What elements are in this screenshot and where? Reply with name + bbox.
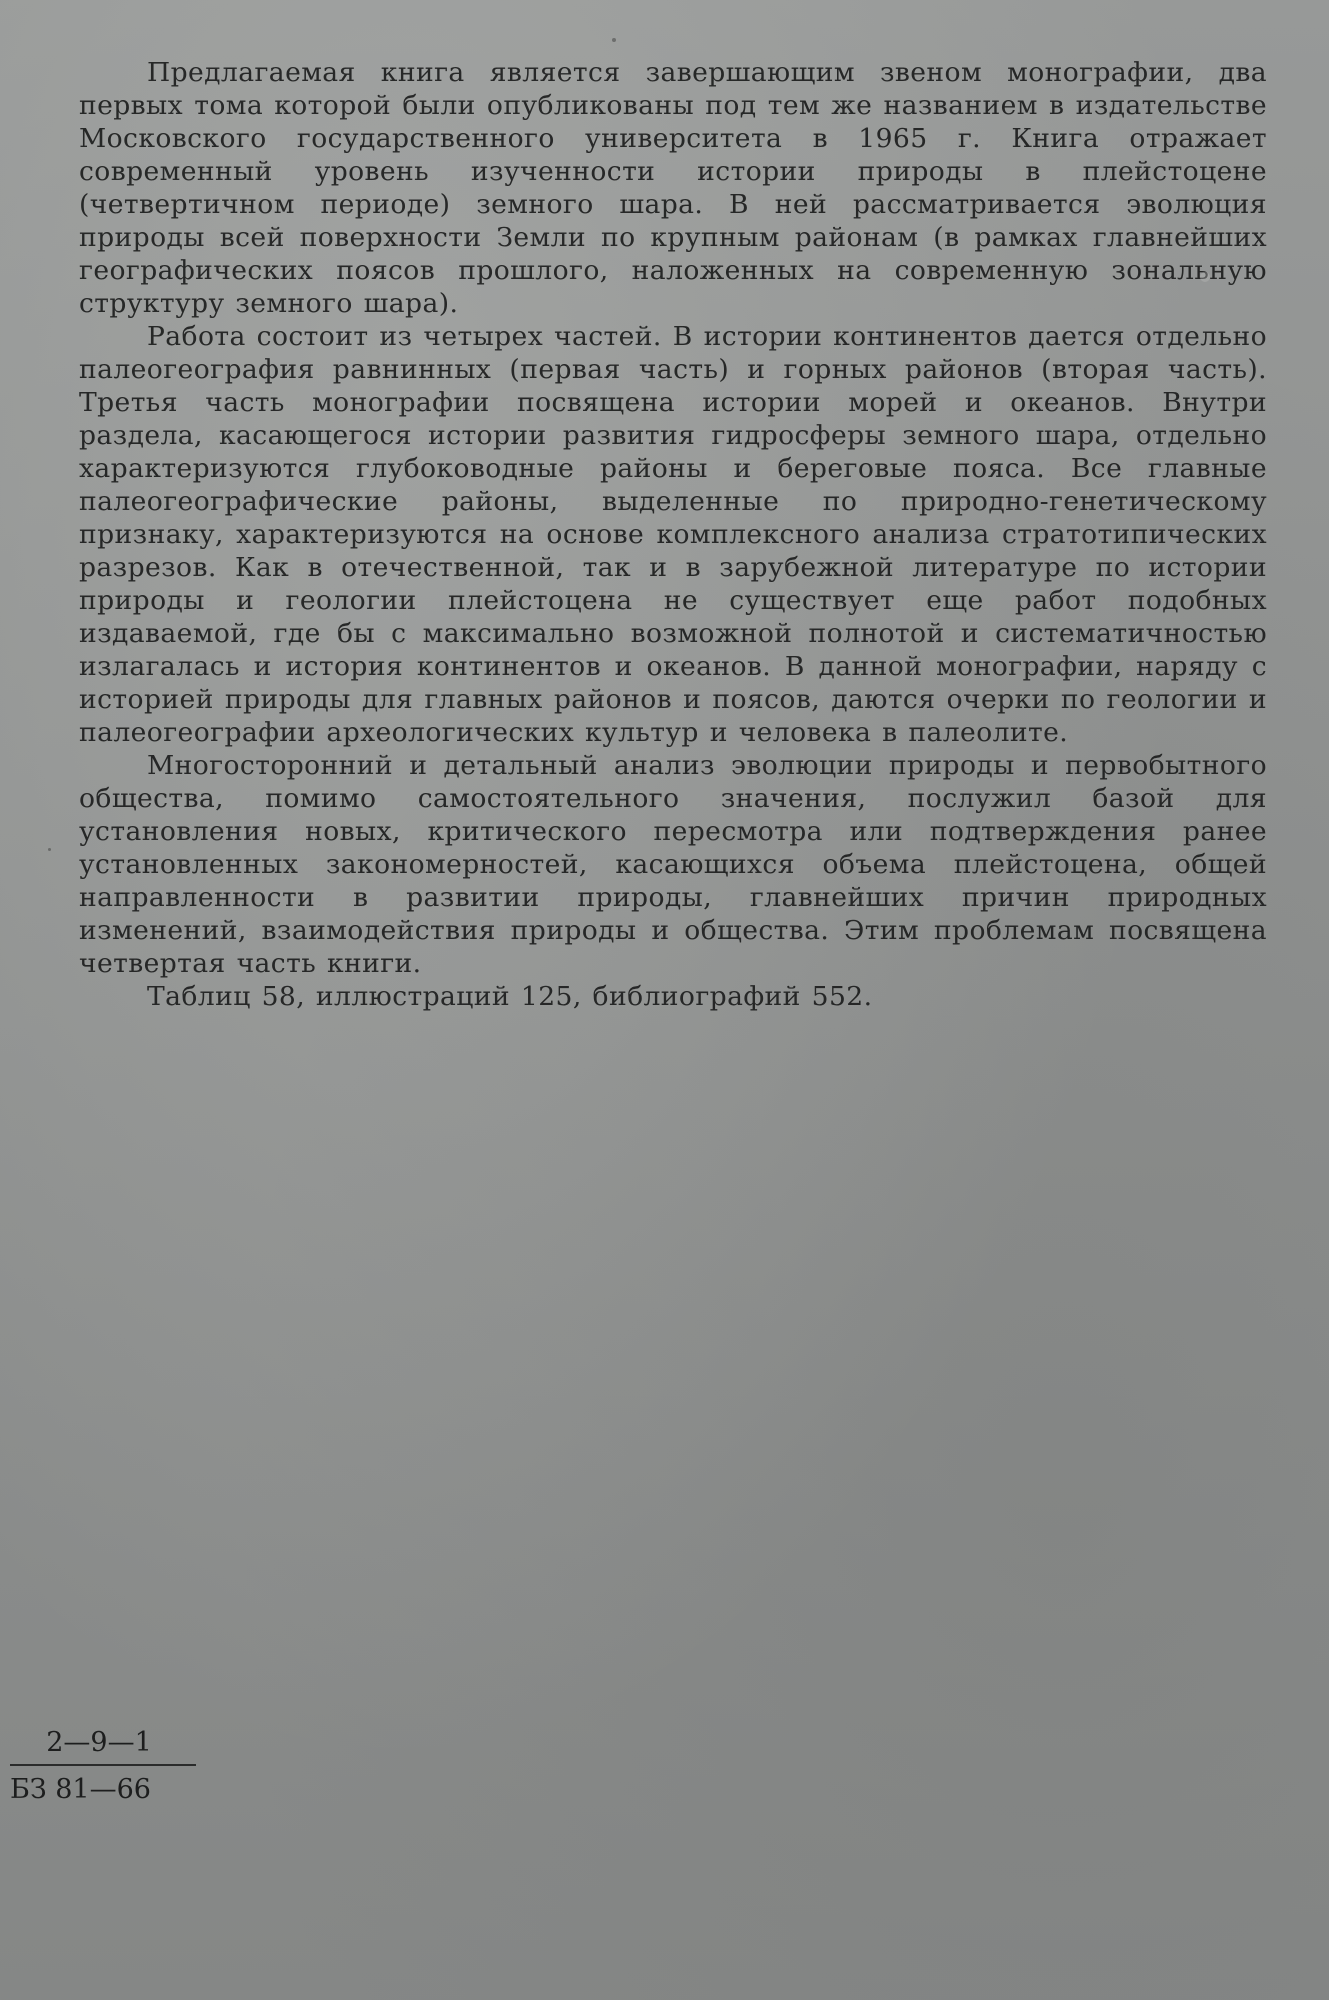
paper-speck — [48, 848, 51, 851]
paper-speck — [612, 38, 616, 42]
imprint-divider — [10, 1764, 196, 1766]
paper-speck — [1200, 272, 1210, 282]
annotation-paragraph-3: Многосторонний и детальный анализ эволюции природы и первобытного общества, помимо самостоятельного значения, послужил базой для установления новых, критического пересмотра или подтверждения ранее установленных закономерностей, касающихся объема плейстоцена, общей направленности в развитии природы, главнейших причин природных изменений, взаимодействия природы и общества. Этим проблемам посвящена четвертая часть книги. — [79, 750, 1267, 979]
imprint-block — [10, 1724, 200, 1808]
imprint-number: 2—9—1 — [46, 1727, 152, 1758]
imprint-code: БЗ 81—66 — [10, 1774, 151, 1805]
annotation-text — [79, 56, 1267, 1013]
annotation-paragraph-2: Работа состоит из четырех частей. В истории континентов дается отдельно палеогеография равнинных (первая часть) и горных районов (вторая часть). Третья часть монографии посвящена истории морей и океанов. Внутри раздела, касающегося истории развития гидросферы земного шара, отдельно характеризуются глубоководные районы и береговые пояса. Все главные палеогеографические районы, выделенные по природно-генетическому признаку, характеризуются на основе комплексного анализа стратотипических разрезов. Как в отечественной, так и в зарубежной литературе по истории природы и геологии плейстоцена не существует еще работ подобных издаваемой, где бы с максимально возможной полнотой и систематичностью излагалась и история континентов и океанов. В данной монографии, наряду с историей природы для главных районов и поясов, даются очерки по геологии и палеогеографии археологических культур и человека в палеолите. — [79, 321, 1267, 748]
annotation-paragraph-1: Предлагаемая книга является завершающим звеном монографии, два первых тома которой были опубликованы под тем же названием в издательстве Московского государственного университета в 1965 г. Книга отражает современный уровень изученности истории природы в плейстоцене (четвертичном периоде) земного шара. В ней рассматривается эволюция природы всей поверхности Земли по крупным районам (в рамках главнейших географических поясов прошлого, наложенных на современную зональную структуру земного шара). — [79, 57, 1267, 319]
annotation-paragraph-4: Таблиц 58, иллюстраций 125, библиографий 552. — [147, 981, 873, 1012]
